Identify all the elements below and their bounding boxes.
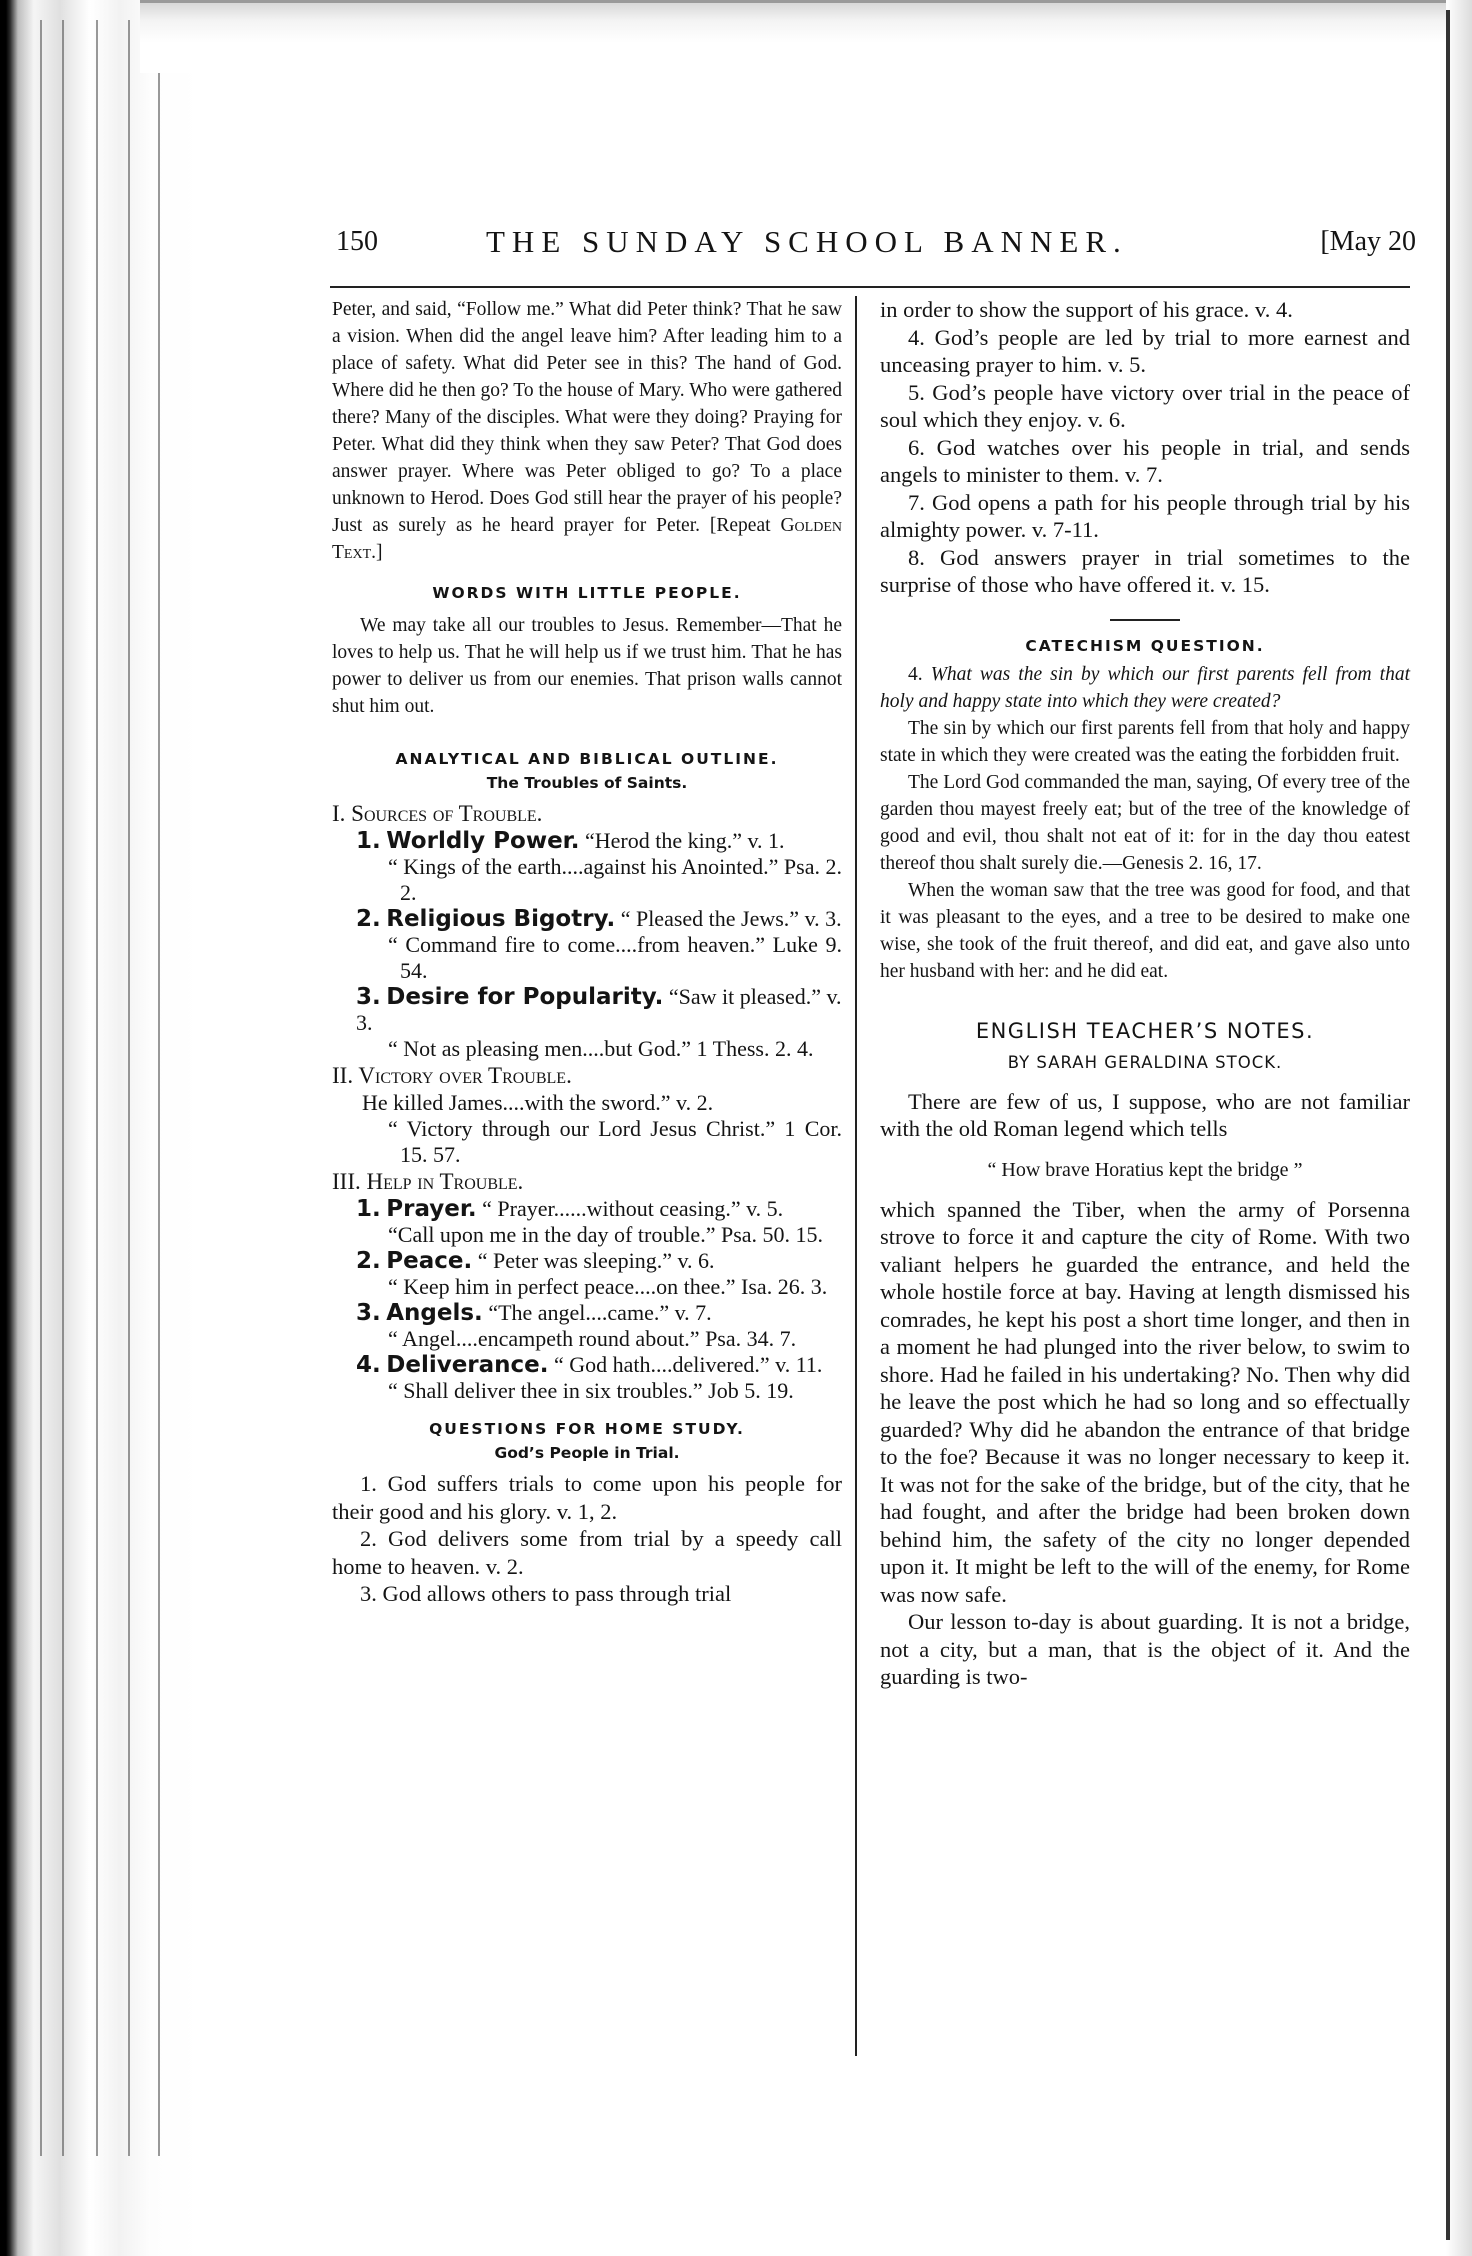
notes-paragraph: There are few of us, I suppose, who are not familiar with the old Roman legend which tells xyxy=(880,1088,1410,1141)
outline-heading: ANALYTICAL AND BIBLICAL OUTLINE. xyxy=(395,750,779,768)
page-edge-line xyxy=(62,20,64,2156)
item-title: Peace. xyxy=(386,1248,473,1274)
notes-paragraph: Our lesson to-day is about guarding. It is not a bridge, not a city, but a man, that is the object of it. And the guarding is two- xyxy=(880,1609,1410,1689)
outline-section-2: II. Victory over Trouble. xyxy=(332,1063,572,1088)
question-item: 4. God’s people are led by trial to more earnest and unceasing prayer to him. v. 5. xyxy=(880,324,1410,377)
question-item: 5. God’s people have victory over trial in the peace of soul which they enjoy. v. 6. xyxy=(880,379,1410,432)
catechism-answer: The sin by which our first parents fell from that holy and happy state in which they were created was the eating the forbidden fruit. xyxy=(880,717,1410,766)
outline-quote: “ Not as pleasing men....but God.” 1 Thess. 2. 4. xyxy=(388,1036,814,1061)
outline-quote: “ Angel....encampeth round about.” Psa. 34. 7. xyxy=(388,1326,797,1351)
question-item: 6. God watches over his people in trial, and sends angels to minister to them. v. 7. xyxy=(880,434,1410,487)
words-with-little-people-text: We may take all our troubles to Jesus. Remember—That he loves to help us. That he will help us if we trust him. That he has power to deliver us from our enemies. That prison walls cannot shut him out. xyxy=(332,615,842,717)
outline-item xyxy=(332,906,842,932)
item-number: 1. xyxy=(356,1196,381,1222)
issue-date: [May 20 xyxy=(1320,226,1416,257)
item-number: 3. xyxy=(356,984,381,1010)
item-title: Desire for Popularity. xyxy=(386,984,664,1010)
questions-heading: QUESTIONS FOR HOME STUDY. xyxy=(429,1420,745,1438)
words-with-little-people-heading: WORDS WITH LITTLE PEOPLE. xyxy=(432,584,742,602)
right-column xyxy=(880,296,1410,1691)
item-number: 2. xyxy=(356,906,381,932)
notes-paragraph: which spanned the Tiber, when the army of Porsenna strove to force it and capture the city of Rome. With two valiant helpers he guarded the entrance, and held the whole hostile force at bay. Having at length dismissed his comrades, he kept his post a short time longer, and then in a moment he had plunged into the river below, to swim to shore. Had he failed in his undertaking? No. Then why did he leave the post which he had so long and so effectually guarded? Why did he abandon the entrance of that bridge to the foe? Because it was no longer necessary to keep it. It was not for the sake of the bridge, but of the city, that he had fought, and after the bridge had been broken down behind him, the safety of the city no longer depended upon it. It might be left to the will of the enemy, for Rome was now safe. xyxy=(880,1196,1410,1607)
catechism-scripture: When the woman saw that the tree was good for food, and that it was pleasant to the eyes, and a tree to be desired to make one wise, she took of the fruit thereof, and did eat, and gave also unto her husband with her: and he did eat. xyxy=(880,879,1410,982)
item-title: Worldly Power. xyxy=(386,828,580,854)
poem-quote: “ How brave Horatius kept the bridge ” xyxy=(987,1158,1303,1181)
catechism-scripture: The Lord God commanded the man, saying, Of every tree of the garden thou mayest freely eat; but of the tree of the knowledge of good and evil, thou shalt not eat of it: for in the day thou eatest thereof thou shalt surely die.—Genesis 2. 16, 17. xyxy=(880,771,1410,874)
outline-item: He killed James....with the sword.” v. 2. xyxy=(362,1090,714,1115)
outline-section-3: III. Help in Trouble. xyxy=(332,1169,524,1194)
outline-quote: “ Victory through our Lord Jesus Christ.” 1 Cor. 15. 57. xyxy=(388,1116,842,1167)
item-title: Religious Bigotry. xyxy=(386,906,616,932)
page-right-border xyxy=(1446,10,1450,2240)
page-top-edge xyxy=(140,0,1448,73)
book-spine-edge xyxy=(0,0,200,2256)
review-text: Peter, and said, “Follow me.” What did Peter think? That he saw a vision. When did the angel leave him? After leading him to a place of safety. What did Peter see in this? The hand of God. Where did he then go? To the house of Mary. Who were gathered there? Many of the disciples. What were they doing? Praying for Peter. What did they think when they saw Peter? That God does answer prayer. Where was Peter obliged to go? To a place unknown to Herod. Does God still hear the prayer of his people? Just as surely as he heard prayer for Peter. [Repeat xyxy=(332,299,842,536)
question-continuation: in order to show the support of his grace. v. 4. xyxy=(880,297,1293,322)
page-edge-line xyxy=(158,20,160,2156)
item-text: “ Pleased the Jews.” v. 3. xyxy=(620,906,842,931)
item-text: “The angel....came.” v. 7. xyxy=(488,1300,712,1325)
golden-text-ref: Golden Text xyxy=(332,515,842,563)
outline-quote: “ Command fire to come....from heaven.” Luke 9. 54. xyxy=(388,932,842,983)
lesson-review-text xyxy=(332,296,842,566)
outline-section-1: I. Sources of Trouble. xyxy=(332,801,543,826)
item-text: “ Prayer......without ceasing.” v. 5. xyxy=(482,1196,784,1221)
item-title: Angels. xyxy=(386,1300,483,1326)
section-divider xyxy=(1110,619,1180,621)
publication-title: THE SUNDAY SCHOOL BANNER. xyxy=(486,224,1128,259)
teachers-notes-heading: ENGLISH TEACHER’S NOTES. xyxy=(975,1018,1315,1043)
item-text: “ Peter was sleeping.” v. 6. xyxy=(477,1248,715,1273)
outline-quote: “ Keep him in perfect peace....on thee.” Isa. 26. 3. xyxy=(388,1274,828,1299)
item-number: 4. xyxy=(356,1352,381,1378)
column-divider xyxy=(855,296,857,2056)
item-number: 1. xyxy=(356,828,381,854)
question-item: 8. God answers prayer in trial sometimes to the surprise of those who have offered it. v. 15. xyxy=(880,544,1410,597)
outline-item xyxy=(332,828,842,854)
page-edge-line xyxy=(96,20,98,2156)
outline-subheading: The Troubles of Saints. xyxy=(486,774,688,792)
outline-item xyxy=(332,1196,842,1222)
page-edge-line xyxy=(40,20,42,2156)
item-text: “Herod the king.” v. 1. xyxy=(584,828,785,853)
question-item: 7. God opens a path for his people through trial by his almighty power. v. 7-11. xyxy=(880,489,1410,542)
byline: BY SARAH GERALDINA STOCK. xyxy=(1007,1052,1283,1072)
outline-quote: “ Kings of the earth....against his Anointed.” Psa. 2. 2. xyxy=(388,854,842,905)
outline-item xyxy=(332,984,842,1036)
review-text-end: .] xyxy=(371,542,383,563)
outline-item xyxy=(332,1248,842,1274)
page-number: 150 xyxy=(336,226,378,257)
outline-item xyxy=(332,1352,842,1378)
questions-subheading: God’s People in Trial. xyxy=(494,1444,680,1462)
page-edge-line xyxy=(128,20,130,2156)
item-title: Deliverance. xyxy=(386,1352,549,1378)
catechism-heading: CATECHISM QUESTION. xyxy=(1025,636,1265,655)
outline-item xyxy=(332,1300,842,1326)
question-item: 2. God delivers some from trial by a speedy call home to heaven. v. 2. xyxy=(332,1526,842,1579)
question-item: 1. God suffers trials to come upon his people for their good and his glory. v. 1, 2. xyxy=(332,1471,842,1524)
header-rule xyxy=(330,286,1410,288)
catechism-question xyxy=(880,661,1410,715)
left-column xyxy=(332,296,842,1608)
item-number: 2. xyxy=(356,1248,381,1274)
outline-quote: “ Shall deliver thee in six troubles.” Job 5. 19. xyxy=(388,1378,794,1403)
outline-quote: “Call upon me in the day of trouble.” Psa. 50. 15. xyxy=(388,1222,824,1247)
item-text: “Saw it pleased.” v. 3. xyxy=(356,984,842,1035)
item-title: Prayer. xyxy=(386,1196,477,1222)
question-item: 3. God allows others to pass through trial xyxy=(360,1581,732,1606)
catechism-question-text: What was the sin by which our first parents fell from that holy and happy state into which they were created? xyxy=(880,663,1410,712)
item-number: 3. xyxy=(356,1300,381,1326)
catechism-number: 4. xyxy=(908,663,923,685)
item-text: “ God hath....delivered.” v. 11. xyxy=(554,1352,823,1377)
running-header xyxy=(336,224,1416,268)
